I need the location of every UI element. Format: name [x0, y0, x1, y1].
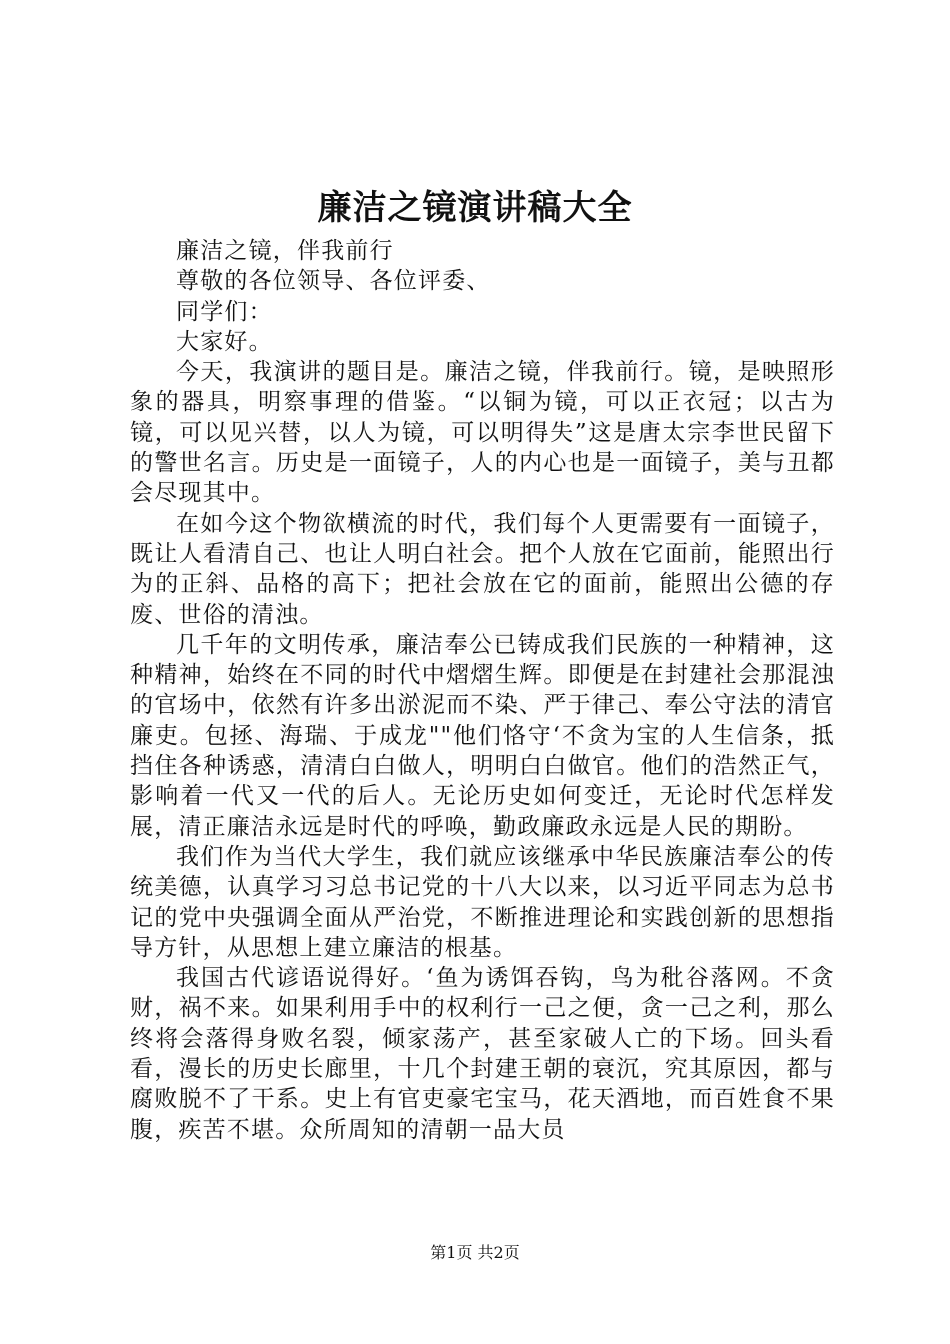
document-title: 廉洁之镜演讲稿大全 — [317, 188, 633, 228]
paragraph-body: 几千年的文明传承，廉洁奉公已铸成我们民族的一种精神，这种精神，始终在不同的时代中熠熠生辉。即便是在封建社会那混浊的官场中，依然有许多出淤泥而不染、严于律己、奉公守法的清官廉吏。包拯、海瑞、于成龙""他们恪守‘不贪为宝的人生信条，抵挡住各种诱惑，清清白白做人，明明白白做官。他们的浩然正气，影响着一代又一代的后人。无论历史如何变迁，无论时代怎样发展，清正廉洁永远是时代的呼唤，勤政廉政永远是人民的期盼。 — [130, 631, 835, 840]
paragraph-heading: 廉洁之镜，伴我前行 — [176, 238, 394, 264]
paragraph-body: 今天，我演讲的题目是。廉洁之镜，伴我前行。镜，是映照形象的器具，明察事理的借鉴。“以铜为镜，可以正衣冠；以古为镜，可以见兴替，以人为镜，可以明得失”这是唐太宗李世民留下的警世名言。历史是一面镜子，人的内心也是一面镜子，美与丑都会尽现其中。 — [130, 359, 835, 507]
paragraph-body: 我国古代谚语说得好。‘鱼为诱饵吞钩，鸟为秕谷落网。不贪财，祸不来。如果利用手中的权利行一己之便，贪一己之利，那么终将会落得身败名裂，倾家荡产，甚至家破人亡的下场。回头看看，漫长的历史长廊里，十几个封建王朝的衰沉，究其原因，都与腐败脱不了干系。史上有官吏豪宅宝马，花天酒地，而百姓食不果腹，疾苦不堪。众所周知的清朝一品大员 — [130, 965, 835, 1143]
paragraph-greeting: 大家好。 — [176, 328, 273, 355]
document-body — [130, 236, 835, 1145]
paragraph-salutation-cont: 同学们： — [176, 298, 273, 325]
paragraph-salutation: 尊敬的各位领导、各位评委、 — [176, 268, 491, 295]
paragraph-body: 我们作为当代大学生，我们就应该继承中华民族廉洁奉公的传统美德，认真学习习总书记党的十八大以来，以习近平同志为总书记的党中央强调全面从严治党，不断推进理论和实践创新的思想指导方针，从思想上建立廉洁的根基。 — [130, 843, 835, 961]
paragraph-body: 在如今这个物欲横流的时代，我们每个人更需要有一面镜子，既让人看清自己、也让人明白社会。把个人放在它面前，能照出行为的正斜、品格的高下；把社会放在它的面前，能照出公德的存废、世俗的清浊。 — [130, 510, 835, 628]
page-footer: 第1页 共2页 — [430, 1243, 520, 1262]
